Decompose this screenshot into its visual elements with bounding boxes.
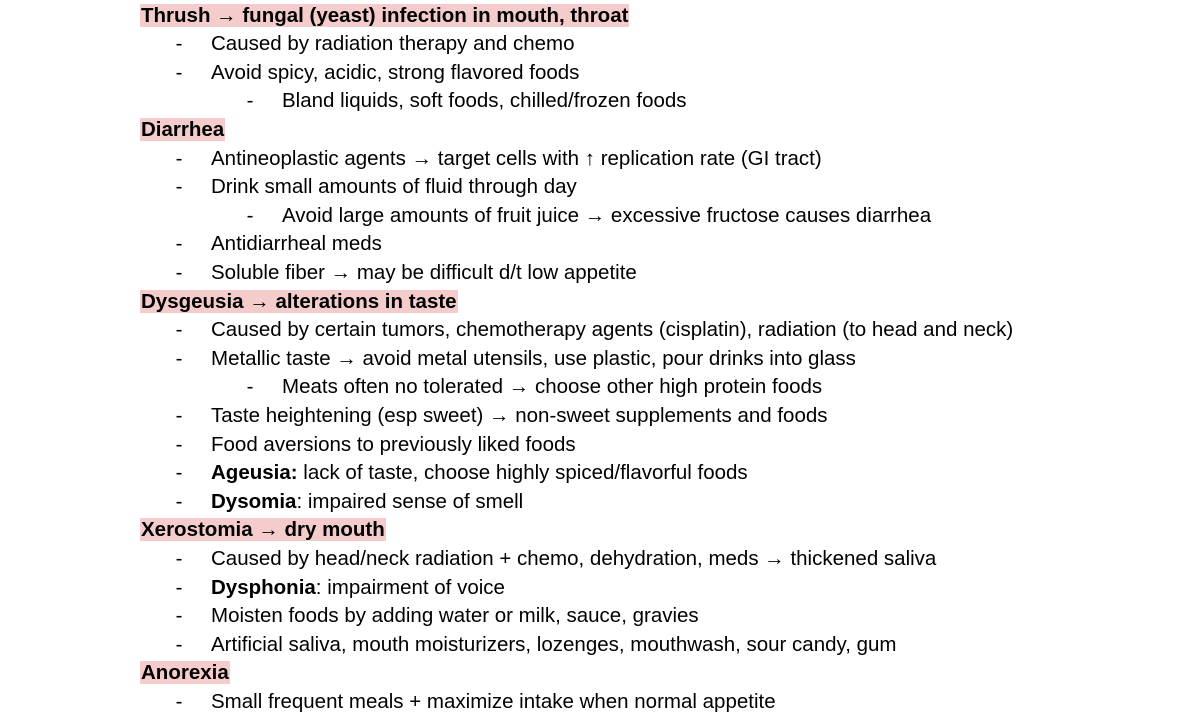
list-item-text bbox=[211, 230, 382, 259]
bullet-dash: - bbox=[175, 232, 183, 256]
section-heading bbox=[140, 116, 225, 145]
list-item-term: Dysomia bbox=[211, 489, 297, 513]
list-item-description: Bland liquids, soft foods, chilled/frozen foods bbox=[282, 89, 687, 113]
list-item-term: Ageusia: bbox=[211, 461, 298, 485]
list-item-description: : impaired sense of smell bbox=[296, 489, 524, 513]
list-item-description: Taste heightening (esp sweet) → non-sweet supplements and foods bbox=[211, 403, 828, 427]
list-item-text bbox=[211, 688, 776, 717]
section-heading bbox=[140, 659, 230, 688]
list-item-description: Antidiarrheal meds bbox=[211, 232, 382, 256]
list-item-description: Soluble fiber → may be difficult d/t low appetite bbox=[211, 260, 637, 284]
list-item-description: lack of taste, choose highly spiced/flavorful foods bbox=[297, 461, 748, 485]
bullet-dash: - bbox=[175, 575, 183, 599]
list-item-text bbox=[211, 173, 577, 202]
list-item-description: : impairment of voice bbox=[315, 575, 505, 599]
list-item-text bbox=[282, 202, 931, 231]
bullet-dash: - bbox=[175, 604, 183, 628]
list-item-description: Moisten foods by adding water or milk, sauce, gravies bbox=[211, 604, 699, 628]
bullet-dash: - bbox=[175, 489, 183, 513]
section-heading-text: Anorexia bbox=[141, 661, 229, 685]
section-heading-text: Dysgeusia → alterations in taste bbox=[141, 289, 457, 313]
list-item-text bbox=[211, 431, 576, 460]
list-item-description: Meats often no tolerated → choose other high protein foods bbox=[282, 375, 823, 399]
list-item-text bbox=[282, 373, 822, 402]
list-item-text bbox=[211, 574, 505, 603]
section-heading bbox=[140, 516, 386, 545]
list-item-description: Avoid large amounts of fruit juice → excessive fructose causes diarrhea bbox=[282, 203, 932, 227]
bullet-dash: - bbox=[175, 318, 183, 342]
bullet-dash: - bbox=[175, 403, 183, 427]
list-item-text bbox=[211, 545, 936, 574]
list-item-text bbox=[282, 87, 687, 116]
section-heading-text: Thrush → fungal (yeast) infection in mouth, throat bbox=[141, 3, 629, 27]
list-item-text bbox=[211, 316, 1013, 345]
list-item-text bbox=[211, 59, 579, 88]
bullet-dash: - bbox=[175, 146, 183, 170]
list-item-text bbox=[211, 459, 748, 488]
bullet-dash: - bbox=[175, 546, 183, 570]
list-item-text bbox=[211, 631, 897, 660]
list-item-text bbox=[211, 30, 575, 59]
list-item-description: Small frequent meals + maximize intake when normal appetite bbox=[211, 689, 776, 713]
bullet-dash: - bbox=[246, 375, 254, 399]
list-item-text bbox=[211, 402, 828, 431]
section-heading bbox=[140, 288, 458, 317]
list-item-description: Caused by radiation therapy and chemo bbox=[211, 32, 575, 56]
bullet-dash: - bbox=[175, 175, 183, 199]
list-item-description: Food aversions to previously liked foods bbox=[211, 432, 576, 456]
bullet-dash: - bbox=[175, 461, 183, 485]
list-item-description: Artificial saliva, mouth moisturizers, lozenges, mouthwash, sour candy, gum bbox=[211, 632, 897, 656]
bullet-dash: - bbox=[175, 32, 183, 56]
list-item-description: Avoid spicy, acidic, strong flavored foods bbox=[211, 60, 580, 84]
bullet-dash: - bbox=[175, 632, 183, 656]
list-item-description: Caused by certain tumors, chemotherapy agents (cisplatin), radiation (to head and neck) bbox=[211, 318, 1014, 342]
list-item-text bbox=[211, 145, 822, 174]
list-item-text bbox=[211, 602, 699, 631]
bullet-dash: - bbox=[175, 432, 183, 456]
list-item-description: Drink small amounts of fluid through day bbox=[211, 175, 577, 199]
bullet-dash: - bbox=[246, 89, 254, 113]
section-heading-text: Diarrhea bbox=[141, 117, 225, 141]
list-item-description: Metallic taste → avoid metal utensils, use plastic, pour drinks into glass bbox=[211, 346, 856, 370]
list-item-description: Antineoplastic agents → target cells with ↑ replication rate (GI tract) bbox=[211, 146, 822, 170]
list-item-term: Dysphonia bbox=[211, 575, 316, 599]
list-item-text bbox=[211, 488, 523, 517]
bullet-dash: - bbox=[246, 203, 254, 227]
section-heading bbox=[140, 2, 629, 31]
bullet-dash: - bbox=[175, 260, 183, 284]
list-item-description: Caused by head/neck radiation + chemo, dehydration, meds → thickened saliva bbox=[211, 546, 937, 570]
bullet-dash: - bbox=[175, 346, 183, 370]
list-item-text bbox=[211, 259, 637, 288]
section-heading-text: Xerostomia → dry mouth bbox=[141, 518, 385, 542]
bullet-dash: - bbox=[175, 60, 183, 84]
bullet-dash: - bbox=[175, 689, 183, 713]
list-item-text bbox=[211, 345, 856, 374]
